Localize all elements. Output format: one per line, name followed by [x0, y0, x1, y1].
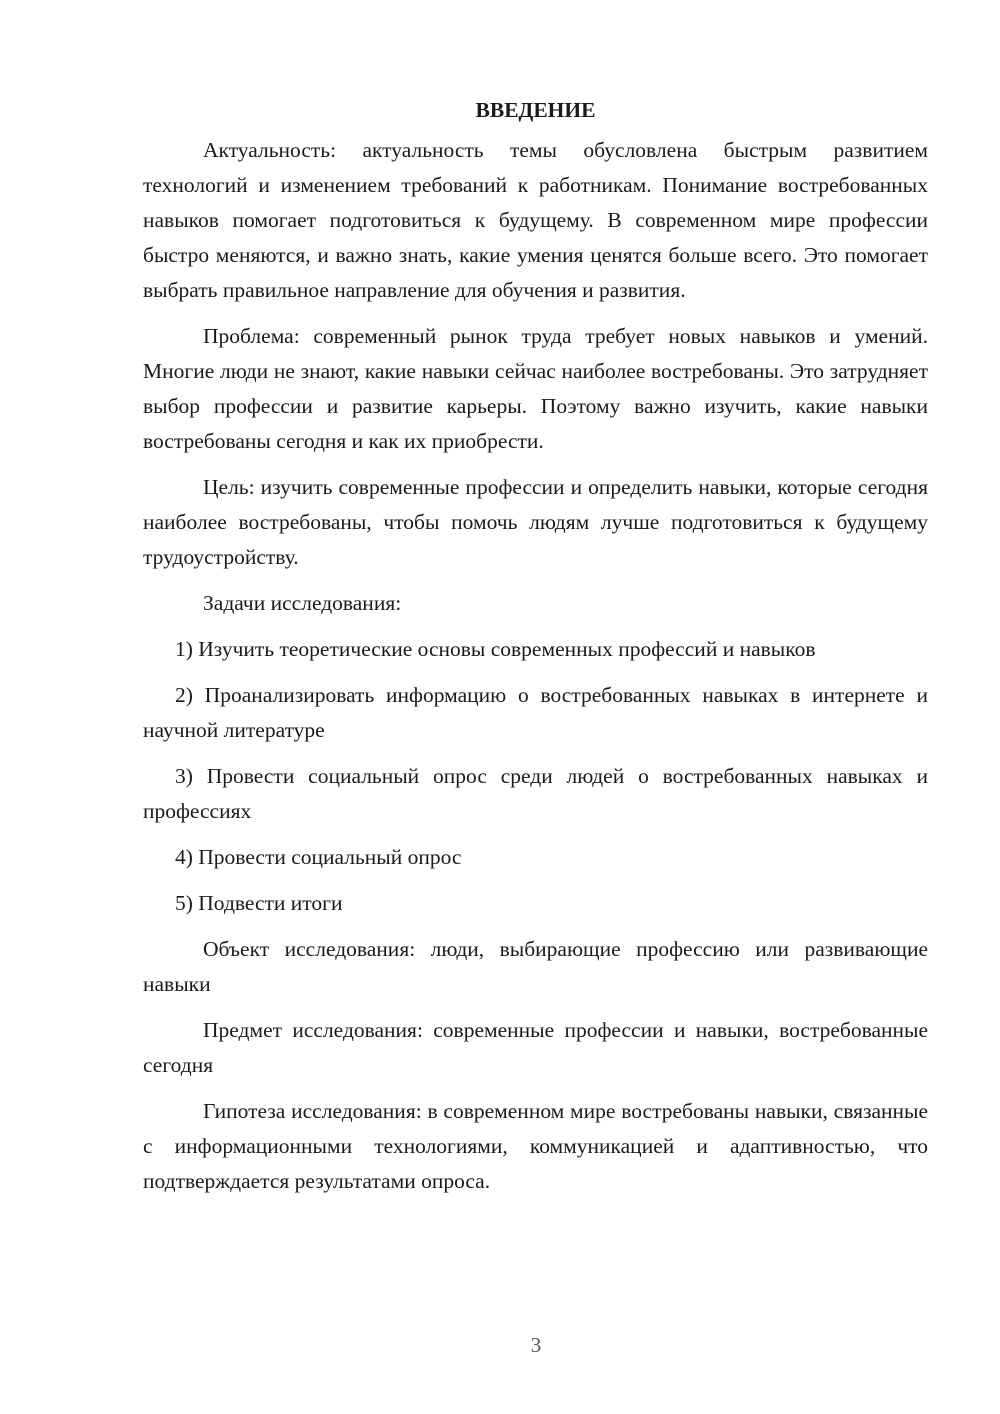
- task-item-1: 1) Изучить теоретические основы современных профессий и навыков: [175, 637, 816, 661]
- paragraph-goal: Цель: изучить современные профессии и определить навыки, которые сегодня наиболее востребованы, чтобы помочь людям лучше подготовиться к будущему трудоустройству.: [143, 475, 928, 569]
- task-item-3: 3) Провести социальный опрос среди людей о востребованных навыках и профессиях: [143, 764, 928, 823]
- task-item-5: 5) Подвести итоги: [175, 891, 343, 915]
- paragraph-object: Объект исследования: люди, выбирающие профессию или развивающие навыки: [143, 937, 928, 996]
- paragraph-tasks-heading: Задачи исследования:: [203, 591, 402, 615]
- paragraph-hypothesis: Гипотеза исследования: в современном мире востребованы навыки, связанные с информационными технологиями, коммуникацией и адаптивностью, что подтверждается результатами опроса.: [143, 1099, 928, 1193]
- task-item-4: 4) Провести социальный опрос: [175, 845, 462, 869]
- paragraph-problem: Проблема: современный рынок труда требует новых навыков и умений. Многие люди не знают, какие навыки сейчас наиболее востребованы. Это затрудняет выбор профессии и развитие карьеры. Поэтому важно изучить, какие навыки востребованы сегодня и как их приобрести.: [143, 324, 928, 453]
- document-body: [143, 95, 928, 1210]
- page-title: ВВЕДЕНИЕ: [475, 98, 596, 122]
- paragraph-subject: Предмет исследования: современные профессии и навыки, востребованные сегодня: [143, 1018, 928, 1077]
- task-item-2: 2) Проанализировать информацию о востребованных навыках в интернете и научной литературе: [143, 683, 928, 742]
- paragraph-relevance: Актуальность: актуальность темы обусловлена быстрым развитием технологий и изменением требований к работникам. Понимание востребованных навыков помогает подготовиться к будущему. В современном мире профессии быстро меняются, и важно знать, какие умения ценятся больше всего. Это помогает выбрать правильное направление для обучения и развития.: [143, 138, 928, 302]
- page-number: 3: [530, 1333, 542, 1357]
